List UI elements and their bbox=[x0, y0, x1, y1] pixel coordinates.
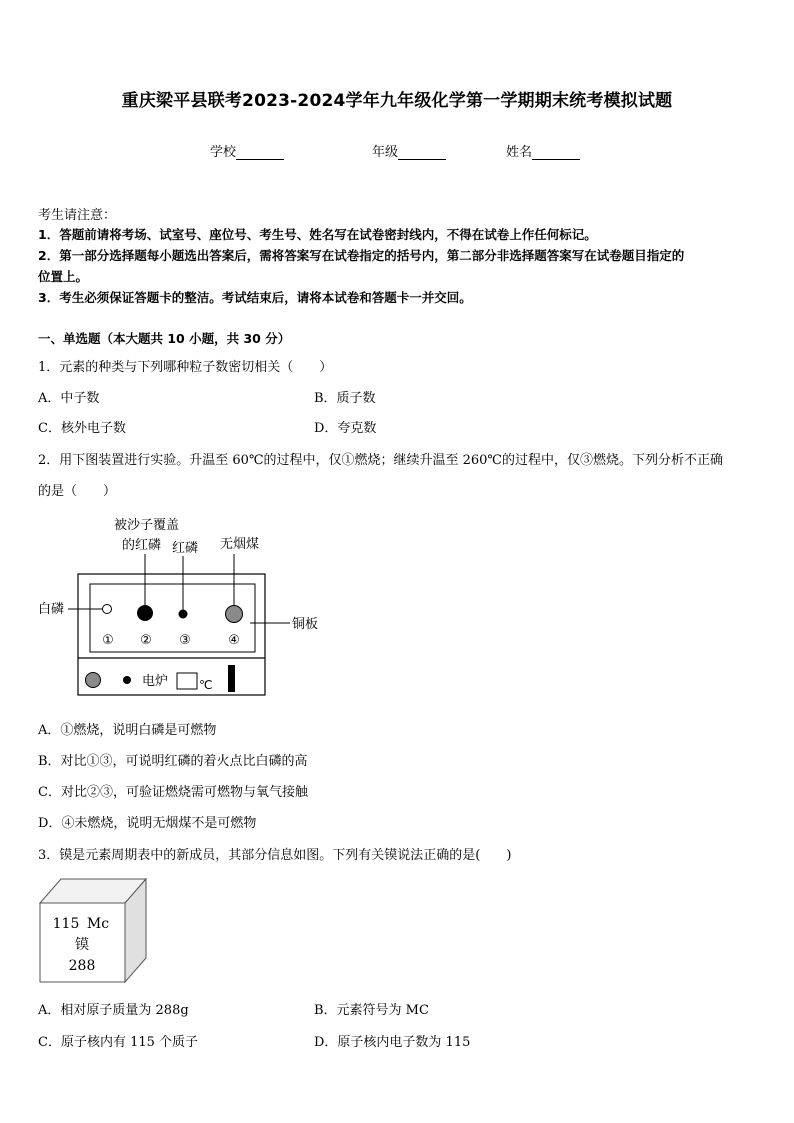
q3-option-b[interactable]: B．元素符号为 MC bbox=[314, 1003, 429, 1018]
q1-option-b[interactable]: B．质子数 bbox=[314, 391, 376, 406]
furnace-indicator bbox=[123, 676, 131, 684]
notice-item-3: 3．考生必须保证答题卡的整洁。考试结束后，请将本试卷和答题卡一并交回。 bbox=[38, 290, 472, 305]
atomic-number: 115 bbox=[52, 916, 80, 932]
school-label: 学校 bbox=[210, 145, 237, 160]
label-num-3: ③ bbox=[179, 633, 191, 648]
q3-option-c[interactable]: C．原子核内有 115 个质子 bbox=[38, 1035, 199, 1050]
school-field[interactable] bbox=[210, 141, 284, 160]
name-blank[interactable] bbox=[532, 145, 580, 160]
temperature-display bbox=[177, 673, 197, 689]
furnace-knob bbox=[86, 673, 101, 688]
section-heading: 一、单选题（本大题共 10 小题，共 30 分） bbox=[38, 331, 291, 346]
furnace-switch bbox=[228, 665, 235, 692]
label-num-1: ① bbox=[102, 633, 114, 648]
q2-apparatus-figure bbox=[30, 512, 340, 702]
label-covered-line2: 的红磷 bbox=[122, 538, 162, 553]
white-phosphorus-sample bbox=[103, 605, 112, 614]
q1-stem: 1．元素的种类与下列哪种粒子数密切相关（ ） bbox=[38, 360, 333, 375]
q2-option-c[interactable]: C．对比②③，可验证燃烧需可燃物与氧气接触 bbox=[38, 785, 308, 800]
notice-item-2: 2．第一部分选择题每小题选出答案后，需将答案写在试卷指定的括号内，第二部分非选择题答案写在试卷题目指定的 bbox=[38, 248, 685, 263]
name-field[interactable] bbox=[506, 141, 580, 160]
q3-option-d[interactable]: D．原子核内电子数为 115 bbox=[314, 1035, 471, 1050]
red-phosphorus-sample bbox=[179, 610, 188, 619]
atomic-mass: 288 bbox=[68, 958, 96, 974]
grade-field[interactable] bbox=[372, 141, 446, 160]
q2-option-b[interactable]: B．对比①③，可说明红磷的着火点比白磷的高 bbox=[38, 754, 308, 769]
element-symbol: Mc bbox=[86, 916, 110, 932]
element-name: 镆 bbox=[75, 937, 89, 953]
grade-blank[interactable] bbox=[398, 145, 446, 160]
page-title: 重庆梁平县联考2023-2024学年九年级化学第一学期期末统考模拟试题 bbox=[121, 91, 673, 111]
label-celsius: ℃ bbox=[199, 678, 213, 692]
q2-option-a[interactable]: A．①燃烧，说明白磷是可燃物 bbox=[38, 723, 217, 738]
anthracite-sample bbox=[226, 606, 243, 623]
label-red-phosphorus: 红磷 bbox=[172, 541, 199, 556]
q3-stem: 3．镆是元素周期表中的新成员，其部分信息如图。下列有关镆说法正确的是( ) bbox=[38, 848, 512, 863]
label-num-4: ④ bbox=[228, 633, 240, 648]
notice-item-2-cont: 位置上。 bbox=[38, 269, 89, 284]
q1-option-d[interactable]: D．夸克数 bbox=[314, 421, 377, 436]
covered-red-phosphorus-sample bbox=[137, 605, 153, 621]
label-num-2: ② bbox=[140, 633, 152, 648]
q3-option-a[interactable]: A．相对原子质量为 288g bbox=[38, 1003, 189, 1018]
label-electric-furnace: 电炉 bbox=[142, 674, 169, 689]
q2-stem-line2: 的是（ ） bbox=[38, 484, 117, 499]
label-covered-line1: 被沙子覆盖 bbox=[114, 518, 180, 533]
notice-heading: 考生请注意： bbox=[38, 208, 117, 223]
q1-option-a[interactable]: A．中子数 bbox=[38, 391, 100, 406]
q2-stem-line1: 2．用下图装置进行实验。升温至 60℃的过程中，仅①燃烧；继续升温至 260℃的过程中，仅③燃烧。下列分析不正确 bbox=[38, 453, 723, 468]
name-label: 姓名 bbox=[506, 145, 533, 160]
q2-option-d[interactable]: D．④未燃烧，说明无烟煤不是可燃物 bbox=[38, 816, 257, 831]
q1-option-c[interactable]: C．核外电子数 bbox=[38, 421, 126, 436]
notice-item-1: 1．答题前请将考场、试室号、座位号、考生号、姓名写在试卷密封线内，不得在试卷上作任何标记。 bbox=[38, 227, 597, 242]
label-copper-plate: 铜板 bbox=[292, 617, 319, 632]
label-white-phosphorus: 白磷 bbox=[38, 602, 65, 617]
school-blank[interactable] bbox=[236, 145, 284, 160]
label-anthracite: 无烟煤 bbox=[220, 537, 260, 552]
grade-label: 年级 bbox=[372, 145, 399, 160]
q3-element-card-figure bbox=[36, 876, 150, 986]
